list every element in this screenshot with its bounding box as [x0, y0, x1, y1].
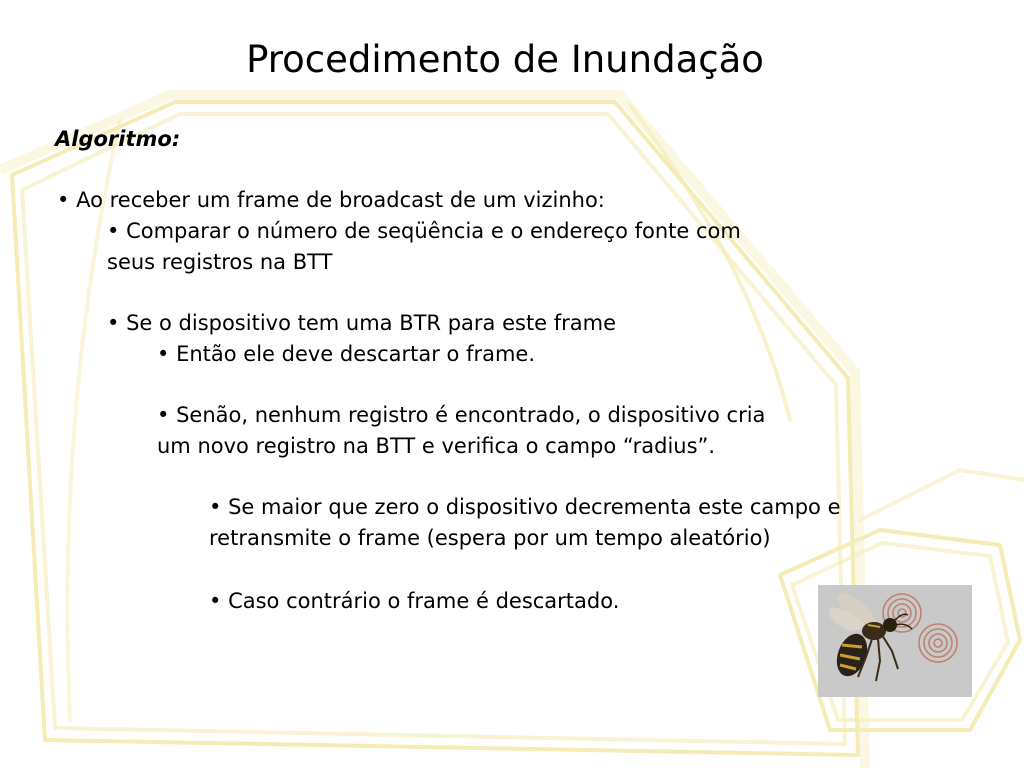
bullet-item [107, 308, 616, 339]
bullet-glyph: • [57, 188, 70, 212]
wasp-target-icon [818, 585, 972, 697]
bullet-text: Ao receber um frame de broadcast de um vizinho: [76, 188, 605, 212]
bullet-item [209, 586, 619, 617]
bullet-continuation: um novo registro na BTT e verifica o campo “radius”. [157, 434, 716, 458]
bullet-glyph: • [107, 311, 120, 335]
bullet-glyph: • [157, 342, 170, 366]
bullet-glyph: • [209, 589, 222, 613]
bullet-text: Senão, nenhum registro é encontrado, o dispositivo cria [176, 403, 766, 427]
bullet-text: Comparar o número de seqüência e o endereço fonte com [126, 219, 741, 243]
bullet-text: Se o dispositivo tem uma BTR para este frame [126, 311, 617, 335]
bullet-glyph: • [209, 495, 222, 519]
bullet-item [107, 216, 741, 247]
bullet-text: Se maior que zero o dispositivo decrementa este campo e [228, 495, 841, 519]
bullet-text: Caso contrário o frame é descartado. [228, 589, 620, 613]
algorithm-heading: Algoritmo: [55, 127, 181, 151]
bullet-item [57, 185, 605, 216]
slide-title: Procedimento de Inundação [246, 38, 764, 81]
bullet-glyph: • [157, 403, 170, 427]
bullet-text: Então ele deve descartar o frame. [176, 342, 536, 366]
bullet-item [157, 339, 535, 370]
bullet-continuation: seus registros na BTT [107, 250, 333, 274]
bullet-glyph: • [107, 219, 120, 243]
bullet-continuation: retransmite o frame (espera por um tempo aleatório) [209, 526, 771, 550]
bullet-item [209, 492, 840, 523]
bullet-item [157, 400, 765, 431]
